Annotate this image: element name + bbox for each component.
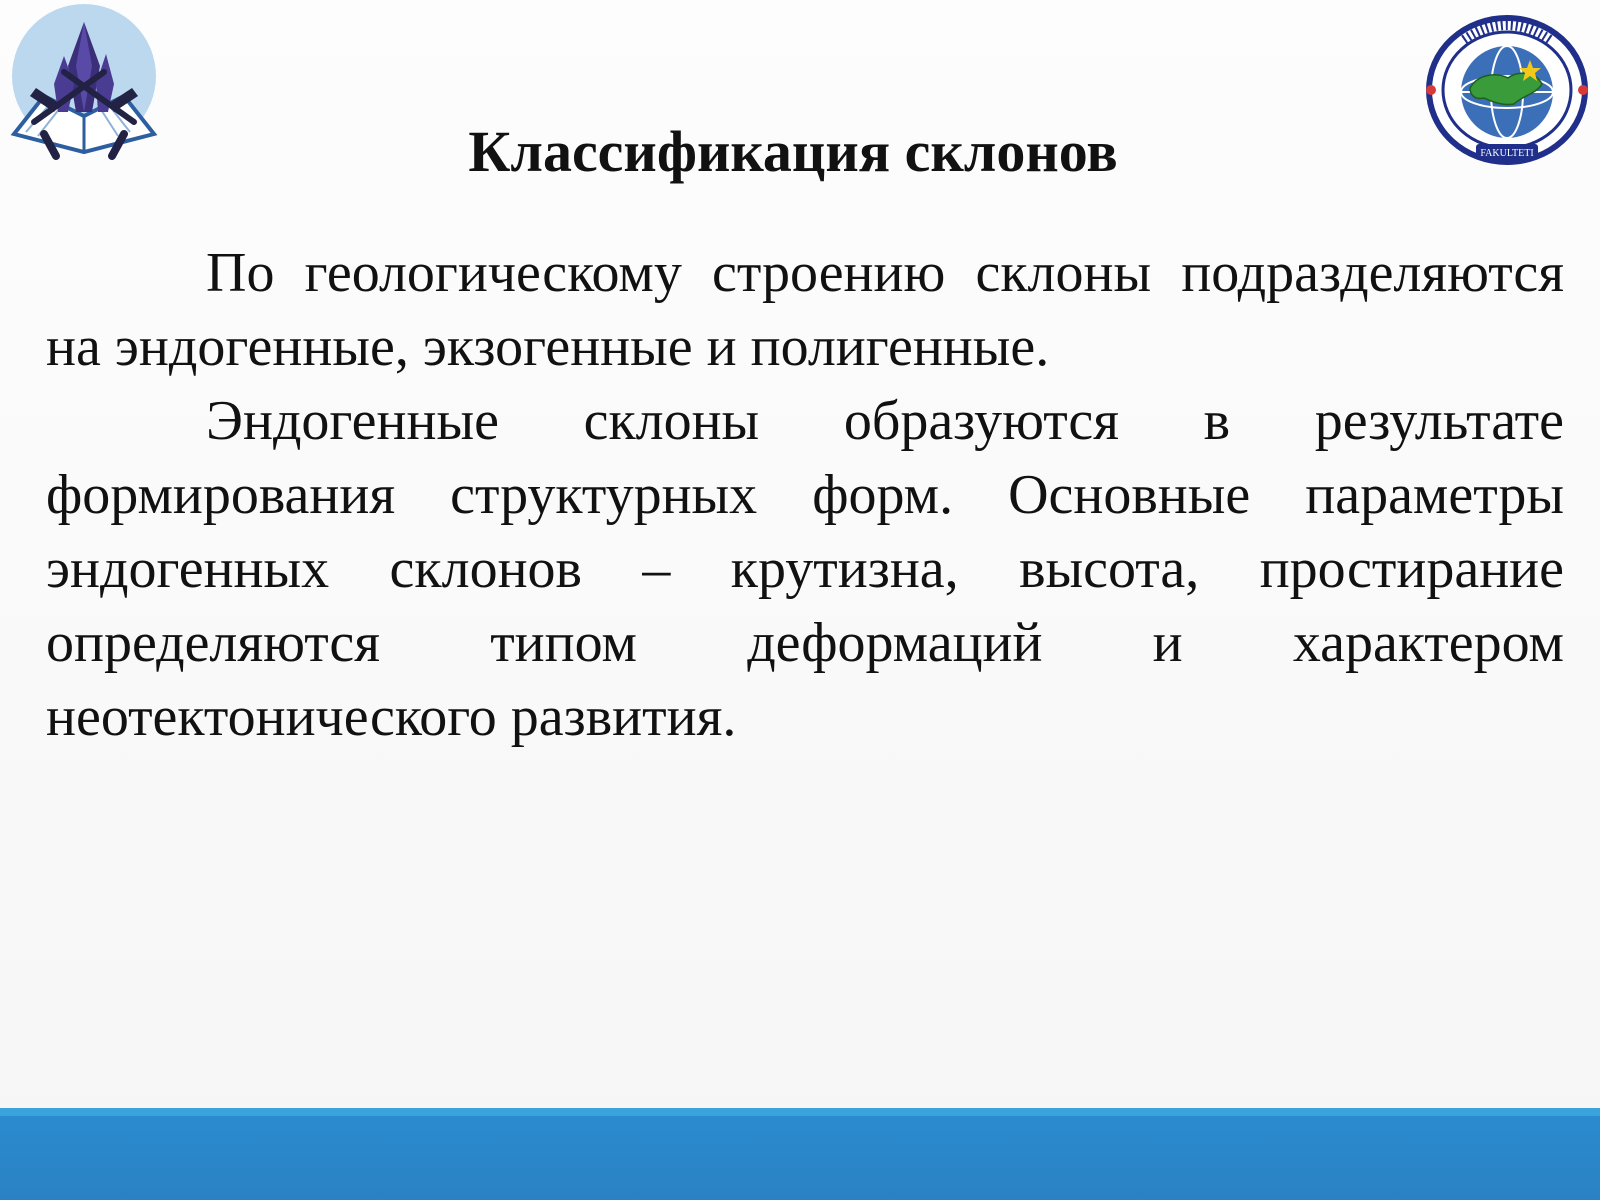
slide-title: Классификация склонов [468,119,1118,184]
slide-body [46,236,1564,754]
emblem-label: FAKULTETI [1480,148,1534,159]
paragraph-2: Эндогенные склоны образуются в результате формирования структурных форм. Основные параметры эндогенных склонов – крутизна, высота, простирание определяются типом деформаций и характером неотектонического развития. [46,390,1564,748]
footer-accent-line [0,1108,1600,1116]
paragraph-1: По геологическому строению склоны подразделяются на эндогенные, экзогенные и полигенные. [46,242,1564,378]
footer-bar [0,1116,1600,1200]
